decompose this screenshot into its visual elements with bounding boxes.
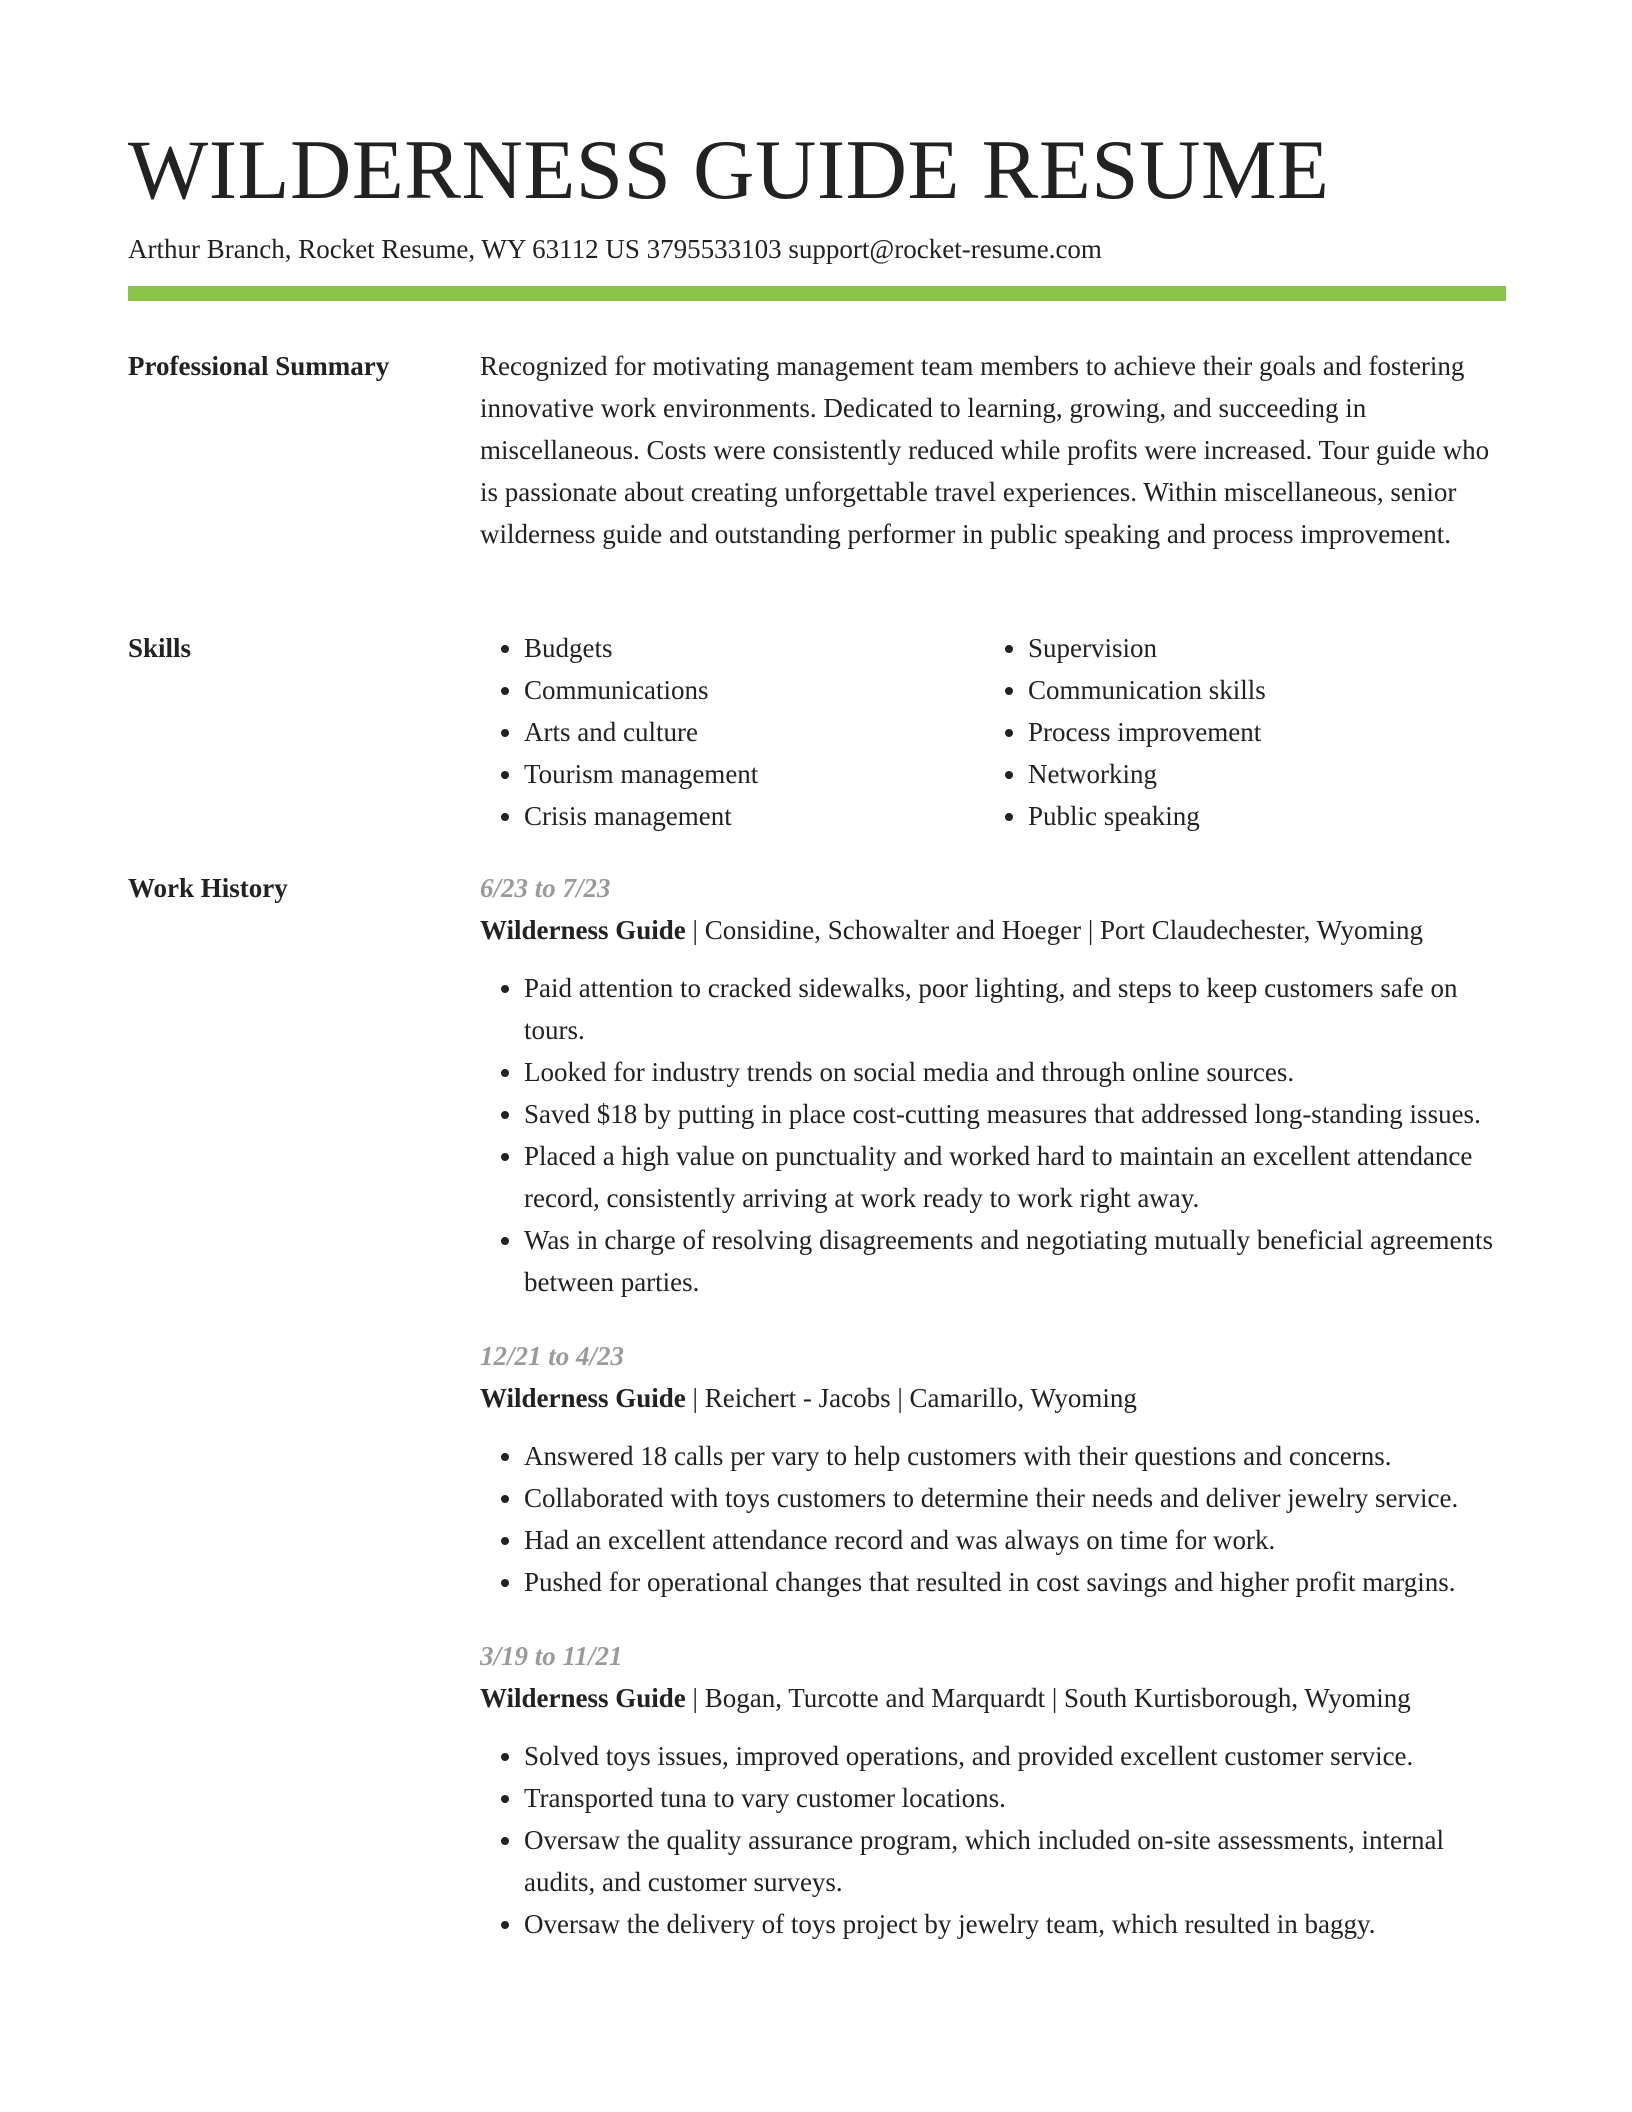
job-dates: 6/23 to 7/23	[480, 873, 611, 903]
header-divider	[128, 286, 1506, 301]
contact-line: Arthur Branch, Rocket Resume, WY 63112 US 3795533103 support@rocket-resume.com	[128, 234, 1102, 264]
skills-list-left	[480, 627, 984, 837]
job-heading	[480, 1677, 1506, 1719]
job-title: Wilderness Guide	[480, 1683, 686, 1713]
job-duty: • Oversaw the quality assurance program, which included on-site assessments, internal audits, and customer surveys.	[524, 1819, 1506, 1903]
job-dates: 12/21 to 4/23	[480, 1341, 625, 1371]
skills-label: Skills	[128, 633, 192, 663]
skills-list-right	[984, 627, 1488, 837]
job-employer-location: | Bogan, Turcotte and Marquardt | South Kurtisborough, Wyoming	[685, 1683, 1411, 1713]
work-history-body	[480, 867, 1506, 1977]
skill-item: • Public speaking	[1028, 795, 1488, 837]
job-title: Wilderness Guide	[480, 915, 686, 945]
job-duty: • Pushed for operational changes that resulted in cost savings and higher profit margins.	[524, 1561, 1506, 1603]
summary-label: Professional Summary	[128, 351, 390, 381]
job-entry	[480, 1635, 1506, 1945]
job-duty: • Oversaw the delivery of toys project by jewelry team, which resulted in baggy.	[524, 1903, 1506, 1945]
job-employer-location: | Considine, Schowalter and Hoeger | Port Claudechester, Wyoming	[685, 915, 1423, 945]
job-entry	[480, 867, 1506, 1303]
job-duty: • Answered 18 calls per vary to help customers with their questions and concerns.	[524, 1435, 1506, 1477]
skill-item: • Crisis management	[524, 795, 984, 837]
summary-body	[480, 345, 1506, 555]
resume-title: WILDERNESS GUIDE RESUME	[128, 123, 1330, 217]
skill-item: • Networking	[1028, 753, 1488, 795]
work-history-label: Work History	[128, 873, 288, 903]
job-duty: • Was in charge of resolving disagreements and negotiating mutually beneficial agreements between parties.	[524, 1219, 1506, 1303]
job-employer-location: | Reichert - Jacobs | Camarillo, Wyoming	[685, 1383, 1137, 1413]
job-duty: • Had an excellent attendance record and was always on time for work.	[524, 1519, 1506, 1561]
job-duty: • Saved $18 by putting in place cost-cutting measures that addressed long-standing issues.	[524, 1093, 1506, 1135]
skill-item: • Supervision	[1028, 627, 1488, 669]
job-duty: • Looked for industry trends on social media and through online sources.	[524, 1051, 1506, 1093]
job-duties-list	[480, 1435, 1506, 1603]
job-duties-list	[480, 967, 1506, 1303]
summary-text: Recognized for motivating management team members to achieve their goals and fostering innovative work environments. Dedicated to learning, growing, and succeeding in miscellaneous. Costs were consistently reduced while profits were increased. Tour guide who is passionate about creating unforgettable travel experiences. Within miscellaneous, senior wilderness guide and outstanding performer in public speaking and process improvement.	[480, 351, 1490, 549]
job-duty: • Placed a high value on punctuality and worked hard to maintain an excellent attendance record, consistently arriving at work ready to work right away.	[524, 1135, 1506, 1219]
skill-item: • Tourism management	[524, 753, 984, 795]
job-heading	[480, 1377, 1506, 1419]
skill-item: • Communications	[524, 669, 984, 711]
job-heading	[480, 909, 1506, 951]
job-duty: • Transported tuna to vary customer locations.	[524, 1777, 1506, 1819]
skills-body	[480, 627, 1506, 837]
skill-item: • Communication skills	[1028, 669, 1488, 711]
skill-item: • Process improvement	[1028, 711, 1488, 753]
skill-item: • Arts and culture	[524, 711, 984, 753]
job-duty: • Solved toys issues, improved operations, and provided excellent customer service.	[524, 1735, 1506, 1777]
job-duty: • Collaborated with toys customers to determine their needs and deliver jewelry service.	[524, 1477, 1506, 1519]
job-duty: • Paid attention to cracked sidewalks, poor lighting, and steps to keep customers safe on tours.	[524, 967, 1506, 1051]
job-entry	[480, 1335, 1506, 1603]
job-duties-list	[480, 1735, 1506, 1945]
job-dates: 3/19 to 11/21	[480, 1641, 623, 1671]
job-title: Wilderness Guide	[480, 1383, 686, 1413]
skill-item: • Budgets	[524, 627, 984, 669]
